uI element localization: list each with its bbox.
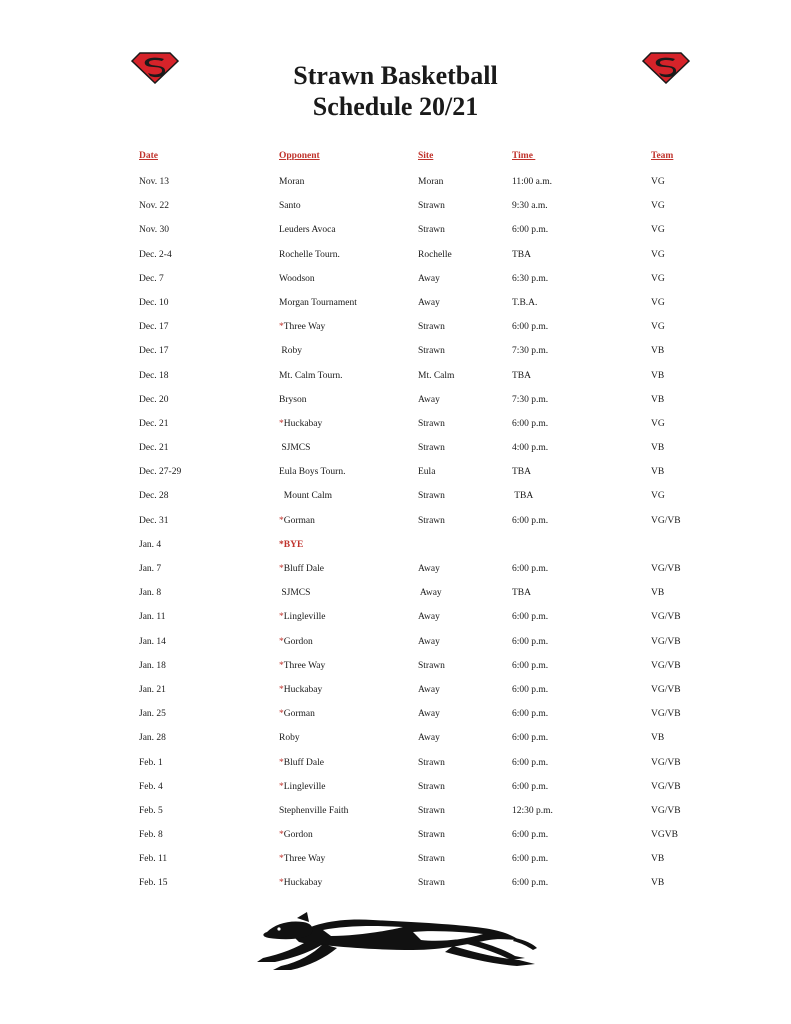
game-time: 6:00 p.m. [512, 515, 549, 526]
opponent-name: Bluff Dale [283, 757, 324, 768]
district-marker: * [279, 684, 284, 695]
game-site: Away [418, 564, 440, 574]
game-opponent [279, 201, 301, 211]
game-opponent [279, 564, 324, 574]
district-marker: * [279, 878, 284, 889]
opponent-name: Morgan Tournament [279, 297, 357, 308]
game-time: 6:00 p.m. [512, 636, 549, 647]
table-row [0, 540, 791, 564]
game-team: VG [651, 322, 665, 333]
game-team: VB [651, 467, 665, 478]
game-time: 4:00 p.m. [512, 443, 549, 454]
game-team: VG [651, 297, 665, 308]
opponent-name: Mount Calm [279, 491, 333, 502]
game-opponent [279, 177, 304, 187]
opponent-name: Lingleville [283, 781, 326, 792]
table-row [0, 830, 791, 854]
opponent-name: Roby [279, 346, 302, 357]
table-row [0, 854, 791, 878]
opponent-name: Eula Boys Tourn. [279, 467, 346, 478]
opponent-name: Leuders Avoca [279, 225, 336, 236]
district-marker: * [279, 709, 284, 720]
district-marker: * [279, 854, 284, 865]
game-time: 6:00 p.m. [512, 878, 549, 889]
game-opponent [279, 250, 340, 260]
game-team: VG/VB [651, 612, 681, 623]
district-marker: * [279, 564, 284, 574]
opponent-name: Woodson [279, 273, 315, 284]
table-row [0, 782, 791, 806]
game-date: Dec. 18 [139, 370, 169, 381]
game-time: TBA [512, 467, 531, 478]
game-date: Nov. 30 [139, 225, 169, 236]
opponent-name: SJMCS [279, 443, 311, 454]
game-site: Moran [418, 177, 444, 187]
page-title [0, 60, 791, 122]
opponent-name: Mt. Calm Tourn. [279, 370, 343, 381]
table-row [0, 661, 791, 685]
game-date: Jan. 14 [139, 636, 166, 647]
opponent-name: Rochelle Tourn. [279, 249, 340, 260]
game-date: Feb. 8 [139, 830, 163, 841]
game-time: 6:00 p.m. [512, 709, 549, 720]
game-date: Dec. 21 [139, 418, 169, 429]
game-site: Strawn [418, 854, 445, 865]
game-team: VGVB [651, 830, 678, 841]
district-marker: * [279, 418, 284, 429]
game-date: Jan. 11 [139, 612, 166, 623]
opponent-name: Gorman [283, 709, 315, 720]
game-team: VG [651, 273, 665, 284]
table-row [0, 467, 791, 491]
game-team: VG/VB [651, 636, 681, 647]
opponent-name: Gordon [283, 830, 313, 841]
game-date: Dec. 27-29 [139, 467, 182, 478]
opponent-name: Bluff Dale [283, 564, 324, 574]
game-date: Nov. 22 [139, 201, 169, 212]
game-site: Strawn [418, 515, 445, 526]
game-time: 6:00 p.m. [512, 830, 549, 841]
game-opponent [279, 685, 322, 695]
game-opponent [279, 274, 315, 284]
game-site: Away [418, 297, 440, 308]
game-team: VB [651, 588, 665, 599]
game-date: Dec. 20 [139, 394, 169, 405]
table-row [0, 225, 791, 249]
game-site: Mt. Calm [418, 370, 455, 381]
game-opponent [279, 637, 313, 647]
game-opponent [279, 588, 310, 598]
game-team: VG/VB [651, 805, 681, 816]
game-team: VB [651, 394, 665, 405]
game-site: Strawn [418, 660, 445, 671]
game-opponent [279, 806, 348, 816]
game-time: 9:30 a.m. [512, 201, 548, 212]
game-opponent [279, 854, 325, 864]
game-opponent [279, 225, 336, 235]
game-time: 6:30 p.m. [512, 273, 549, 284]
table-row [0, 371, 791, 395]
table-row [0, 733, 791, 757]
game-opponent [279, 782, 325, 792]
game-time: 6:00 p.m. [512, 854, 549, 865]
district-marker: * [279, 322, 284, 333]
game-date: Jan. 25 [139, 709, 166, 720]
game-site: Away [418, 709, 440, 720]
game-date: Dec. 21 [139, 443, 169, 454]
game-date: Feb. 11 [139, 854, 168, 865]
game-time: TBA [512, 370, 531, 381]
game-time: 6:00 p.m. [512, 781, 549, 792]
game-opponent [279, 758, 324, 768]
game-site: Rochelle [418, 249, 452, 260]
header-opponent: Opponent [279, 151, 320, 161]
game-opponent [279, 467, 345, 477]
table-row [0, 250, 791, 274]
table-row [0, 637, 791, 661]
game-team: VG/VB [651, 781, 681, 792]
table-row [0, 806, 791, 830]
opponent-name: Gordon [283, 636, 313, 647]
game-date: Jan. 4 [139, 539, 162, 550]
game-date: Dec. 10 [139, 297, 169, 308]
game-site: Away [418, 684, 440, 695]
schedule-table [0, 177, 791, 903]
game-site: Away [418, 273, 440, 284]
game-team: VG [651, 201, 665, 212]
opponent-name: Lingleville [283, 612, 326, 623]
table-row [0, 346, 791, 370]
game-site: Away [418, 394, 440, 405]
table-row [0, 322, 791, 346]
game-date: Jan. 7 [139, 564, 162, 574]
opponent-name: Huckabay [283, 684, 323, 695]
opponent-name: Moran [279, 177, 305, 187]
game-team: VG/VB [651, 709, 681, 720]
table-row [0, 758, 791, 782]
game-time: 6:00 p.m. [512, 225, 549, 236]
table-row [0, 177, 791, 201]
game-opponent [279, 733, 300, 743]
table-row [0, 443, 791, 467]
game-time: 7:30 p.m. [512, 346, 549, 357]
game-team: VG [651, 491, 665, 502]
game-opponent: *BYE [279, 539, 304, 550]
opponent-name: Gorman [283, 515, 315, 526]
opponent-name: Three Way [283, 854, 326, 865]
game-team: VG [651, 177, 665, 187]
game-date: Feb. 5 [139, 805, 163, 816]
opponent-name: Stephenville Faith [279, 805, 349, 816]
game-date: Dec. 31 [139, 515, 169, 526]
game-time: TBA [512, 249, 531, 260]
game-site: Away [418, 636, 440, 647]
game-team: VG/VB [651, 515, 681, 526]
header-time: Time [512, 151, 536, 161]
opponent-name: Santo [279, 201, 301, 212]
game-team: VB [651, 443, 665, 454]
game-time: 6:00 p.m. [512, 418, 549, 429]
game-team: VG/VB [651, 757, 681, 768]
district-marker: * [279, 660, 284, 671]
game-opponent [279, 661, 325, 671]
game-opponent [279, 516, 315, 526]
game-date: Feb. 15 [139, 878, 168, 889]
game-site: Strawn [418, 491, 445, 502]
title-line-1: Strawn Basketball [293, 61, 498, 90]
table-row [0, 564, 791, 588]
game-date: Jan. 8 [139, 588, 162, 599]
title-line-2: Schedule 20/21 [312, 92, 479, 121]
opponent-name: Huckabay [283, 878, 323, 889]
table-row [0, 274, 791, 298]
game-site: Strawn [418, 781, 445, 792]
game-time: 6:00 p.m. [512, 684, 549, 695]
game-opponent [279, 443, 310, 453]
game-site: Strawn [418, 830, 445, 841]
game-date: Dec. 2-4 [139, 249, 172, 260]
game-team: VG/VB [651, 684, 681, 695]
game-date: Dec. 7 [139, 273, 164, 284]
game-opponent [279, 491, 332, 501]
game-team: VG/VB [651, 564, 681, 574]
table-row [0, 709, 791, 733]
game-opponent [279, 709, 315, 719]
district-marker: * [279, 757, 284, 768]
game-team: VB [651, 733, 665, 744]
game-date: Feb. 1 [139, 757, 163, 768]
game-opponent [279, 322, 325, 332]
game-date: Feb. 4 [139, 781, 163, 792]
game-site: Away [418, 733, 440, 744]
table-row [0, 419, 791, 443]
game-team: VB [651, 370, 665, 381]
game-time: 6:00 p.m. [512, 612, 549, 623]
game-date: Dec. 17 [139, 322, 169, 333]
game-opponent [279, 878, 322, 888]
table-row [0, 395, 791, 419]
game-site: Strawn [418, 443, 445, 454]
game-opponent [279, 612, 325, 622]
table-row [0, 685, 791, 709]
district-marker: * [279, 515, 284, 526]
game-opponent [279, 419, 322, 429]
district-marker: * [279, 636, 284, 647]
game-team: VB [651, 878, 665, 889]
column-headers [0, 151, 791, 165]
table-row [0, 201, 791, 225]
game-time: 11:00 a.m. [512, 177, 553, 187]
game-team: VG/VB [651, 660, 681, 671]
header-date: Date [139, 151, 158, 161]
game-time: 6:00 p.m. [512, 733, 549, 744]
game-date: Nov. 13 [139, 177, 169, 187]
district-marker: * [279, 830, 284, 841]
opponent-name: SJMCS [279, 588, 311, 599]
game-date: Jan. 21 [139, 684, 166, 695]
game-site: Strawn [418, 225, 445, 236]
game-time: 6:00 p.m. [512, 322, 549, 333]
table-row [0, 516, 791, 540]
opponent-name: Bryson [279, 394, 307, 405]
game-site: Strawn [418, 418, 445, 429]
table-row [0, 298, 791, 322]
game-site: Strawn [418, 757, 445, 768]
game-opponent [279, 371, 343, 381]
game-opponent [279, 395, 306, 405]
game-team: VG [651, 418, 665, 429]
game-site: Away [418, 612, 440, 623]
game-time: 12:30 p.m. [512, 805, 553, 816]
game-site: Away [418, 588, 442, 599]
table-row [0, 878, 791, 902]
game-time: TBA [512, 588, 531, 599]
game-team: VB [651, 854, 665, 865]
game-team: VG [651, 225, 665, 236]
game-team: VB [651, 346, 665, 357]
game-site: Strawn [418, 878, 445, 889]
game-site: Strawn [418, 201, 445, 212]
game-opponent [279, 830, 313, 840]
table-row [0, 491, 791, 515]
game-date: Jan. 28 [139, 733, 166, 744]
game-date: Dec. 17 [139, 346, 169, 357]
game-site: Strawn [418, 805, 445, 816]
game-site: Strawn [418, 346, 445, 357]
opponent-name: Huckabay [283, 418, 323, 429]
opponent-name: Roby [279, 733, 300, 744]
header-site: Site [418, 151, 434, 161]
game-site: Strawn [418, 322, 445, 333]
game-time: TBA [512, 491, 534, 502]
greyhound-icon [253, 910, 539, 974]
district-marker: * [279, 612, 284, 623]
game-time: 6:00 p.m. [512, 660, 549, 671]
table-row [0, 588, 791, 612]
header-team: Team [651, 151, 674, 161]
game-site: Eula [418, 467, 436, 478]
game-team: VG [651, 249, 665, 260]
game-time: T.B.A. [512, 297, 538, 308]
game-time: 6:00 p.m. [512, 757, 549, 768]
game-opponent [279, 298, 357, 308]
game-date: Jan. 18 [139, 660, 166, 671]
game-time: 6:00 p.m. [512, 564, 549, 574]
table-row [0, 612, 791, 636]
opponent-name: Three Way [283, 660, 326, 671]
game-date: Dec. 28 [139, 491, 169, 502]
game-opponent [279, 346, 302, 356]
opponent-name: Three Way [283, 322, 326, 333]
district-marker: * [279, 781, 284, 792]
game-time: 7:30 p.m. [512, 394, 549, 405]
